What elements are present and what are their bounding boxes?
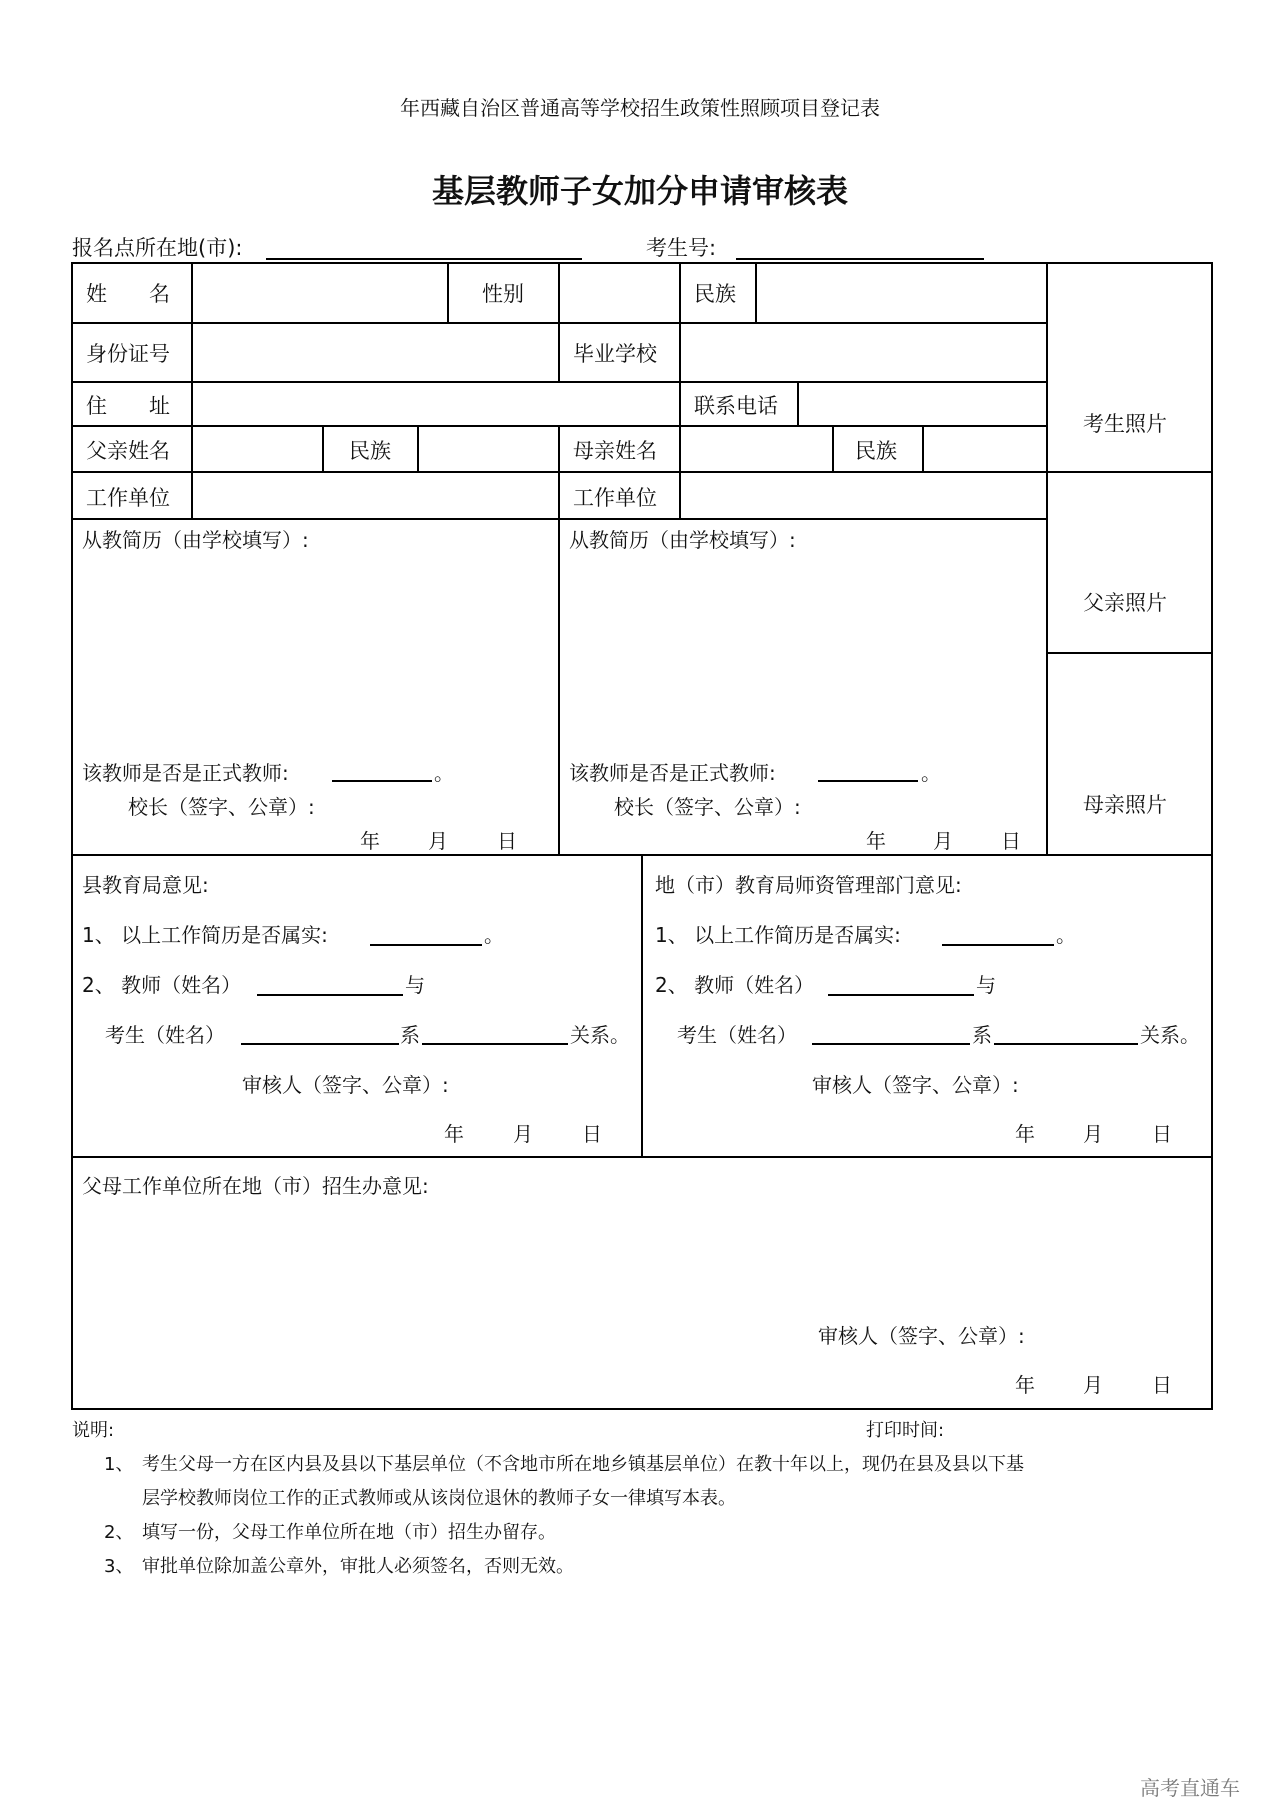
father-photo-box[interactable]: 父亲照片 bbox=[1083, 591, 1167, 615]
date-year: 年 bbox=[866, 829, 886, 853]
address-label: 住 址 bbox=[86, 394, 170, 418]
parents-office-opinion-title: 父母工作单位所在地（市）招生办意见: bbox=[82, 1174, 429, 1198]
page-title: 基层教师子女加分申请审核表 bbox=[431, 172, 848, 210]
father-name-label: 父亲姓名 bbox=[86, 439, 170, 463]
city-q2-student: 考生（姓名） bbox=[677, 1023, 797, 1047]
date-day: 日 bbox=[1001, 829, 1021, 853]
notes-label: 说明: bbox=[72, 1420, 115, 1441]
mother-formal-input-line[interactable] bbox=[818, 780, 918, 782]
date-month: 月 bbox=[428, 829, 448, 853]
mother-photo-box[interactable]: 母亲照片 bbox=[1083, 793, 1167, 817]
city-q2-with: 与 bbox=[976, 973, 996, 997]
mother-ethnicity-label: 民族 bbox=[855, 439, 897, 463]
date-year: 年 bbox=[444, 1122, 464, 1146]
date-year: 年 bbox=[1015, 1373, 1035, 1397]
location-label: 报名点所在地(市): bbox=[72, 236, 243, 260]
county-opinion-title: 县教育局意见: bbox=[82, 873, 209, 897]
date-day: 日 bbox=[1152, 1122, 1172, 1146]
date-day: 日 bbox=[1152, 1373, 1172, 1397]
mother-name-label: 母亲姓名 bbox=[573, 439, 657, 463]
note-2-number: 2、 bbox=[104, 1522, 134, 1543]
city-reviewer-label: 审核人（签字、公章）: bbox=[812, 1073, 1019, 1097]
period: 。 bbox=[434, 761, 454, 785]
county-q2-teacher: 2、 教师（姓名） bbox=[82, 973, 242, 997]
county-teacher-name-line[interactable] bbox=[257, 994, 403, 996]
mother-formal-question: 该教师是否是正式教师: bbox=[569, 761, 776, 785]
father-resume-title: 从教简历（由学校填写）: bbox=[82, 528, 309, 552]
county-student-name-line[interactable] bbox=[241, 1043, 399, 1045]
note-1-number: 1、 bbox=[104, 1454, 134, 1475]
location-input-line[interactable] bbox=[266, 258, 582, 260]
watermark: 高考直通车 bbox=[1140, 1776, 1240, 1800]
period: 。 bbox=[484, 923, 504, 947]
county-q1-input-line[interactable] bbox=[370, 944, 482, 946]
note-1-line-2: 层学校教师岗位工作的正式教师或从该岗位退休的教师子女一律填写本表。 bbox=[142, 1488, 736, 1509]
graduate-school-label: 毕业学校 bbox=[573, 342, 657, 366]
parents-office-reviewer-label: 审核人（签字、公章）: bbox=[818, 1324, 1025, 1348]
gender-label: 性别 bbox=[482, 282, 524, 306]
father-formal-question: 该教师是否是正式教师: bbox=[82, 761, 289, 785]
name-label: 姓 名 bbox=[86, 282, 170, 306]
mother-resume-title: 从教简历（由学校填写）: bbox=[569, 528, 796, 552]
period: 。 bbox=[921, 761, 941, 785]
phone-label: 联系电话 bbox=[694, 394, 778, 418]
city-q2-relation-prefix: 系 bbox=[972, 1023, 992, 1047]
city-opinion-title: 地（市）教育局师资管理部门意见: bbox=[655, 873, 962, 897]
county-q2-relation-prefix: 系 bbox=[400, 1023, 420, 1047]
note-1-line-1: 考生父母一方在区内县及县以下基层单位（不含地市所在地乡镇基层单位）在教十年以上，现仍在县及县以下基 bbox=[142, 1454, 1024, 1475]
exam-no-label: 考生号: bbox=[646, 236, 717, 260]
mother-principal-signature-label: 校长（签字、公章）: bbox=[614, 795, 801, 819]
exam-no-input-line[interactable] bbox=[736, 258, 984, 260]
date-month: 月 bbox=[933, 829, 953, 853]
mother-work-unit-label: 工作单位 bbox=[573, 486, 657, 510]
city-q1-input-line[interactable] bbox=[942, 944, 1054, 946]
form-subtitle: 年西藏自治区普通高等学校招生政策性照顾项目登记表 bbox=[400, 96, 880, 120]
father-ethnicity-label: 民族 bbox=[349, 439, 391, 463]
ethnicity-label: 民族 bbox=[694, 282, 736, 306]
date-year: 年 bbox=[1015, 1122, 1035, 1146]
note-3-number: 3、 bbox=[104, 1556, 134, 1577]
city-student-name-line[interactable] bbox=[812, 1043, 970, 1045]
date-month: 月 bbox=[1083, 1122, 1103, 1146]
city-teacher-name-line[interactable] bbox=[828, 994, 974, 996]
father-formal-input-line[interactable] bbox=[332, 780, 432, 782]
county-q2-student: 考生（姓名） bbox=[105, 1023, 225, 1047]
student-photo-box[interactable]: 考生照片 bbox=[1083, 412, 1167, 436]
city-q2-relation-suffix: 关系。 bbox=[1140, 1023, 1200, 1047]
date-month: 月 bbox=[1083, 1373, 1103, 1397]
father-work-unit-label: 工作单位 bbox=[86, 486, 170, 510]
county-q2-with: 与 bbox=[405, 973, 425, 997]
city-q2-teacher: 2、 教师（姓名） bbox=[655, 973, 815, 997]
county-q2-relation-suffix: 关系。 bbox=[570, 1023, 630, 1047]
county-relation-line[interactable] bbox=[422, 1043, 568, 1045]
county-q1: 1、 以上工作简历是否属实: bbox=[82, 923, 328, 947]
county-reviewer-label: 审核人（签字、公章）: bbox=[242, 1073, 449, 1097]
print-time-label: 打印时间: bbox=[866, 1420, 945, 1441]
date-day: 日 bbox=[497, 829, 517, 853]
date-year: 年 bbox=[360, 829, 380, 853]
city-relation-line[interactable] bbox=[994, 1043, 1138, 1045]
city-q1: 1、 以上工作简历是否属实: bbox=[655, 923, 901, 947]
note-2: 填写一份，父母工作单位所在地（市）招生办留存。 bbox=[142, 1522, 556, 1543]
date-month: 月 bbox=[513, 1122, 533, 1146]
id-number-label: 身份证号 bbox=[86, 342, 170, 366]
period: 。 bbox=[1056, 923, 1076, 947]
father-principal-signature-label: 校长（签字、公章）: bbox=[128, 795, 315, 819]
note-3: 审批单位除加盖公章外，审批人必须签名，否则无效。 bbox=[142, 1556, 574, 1577]
date-day: 日 bbox=[582, 1122, 602, 1146]
